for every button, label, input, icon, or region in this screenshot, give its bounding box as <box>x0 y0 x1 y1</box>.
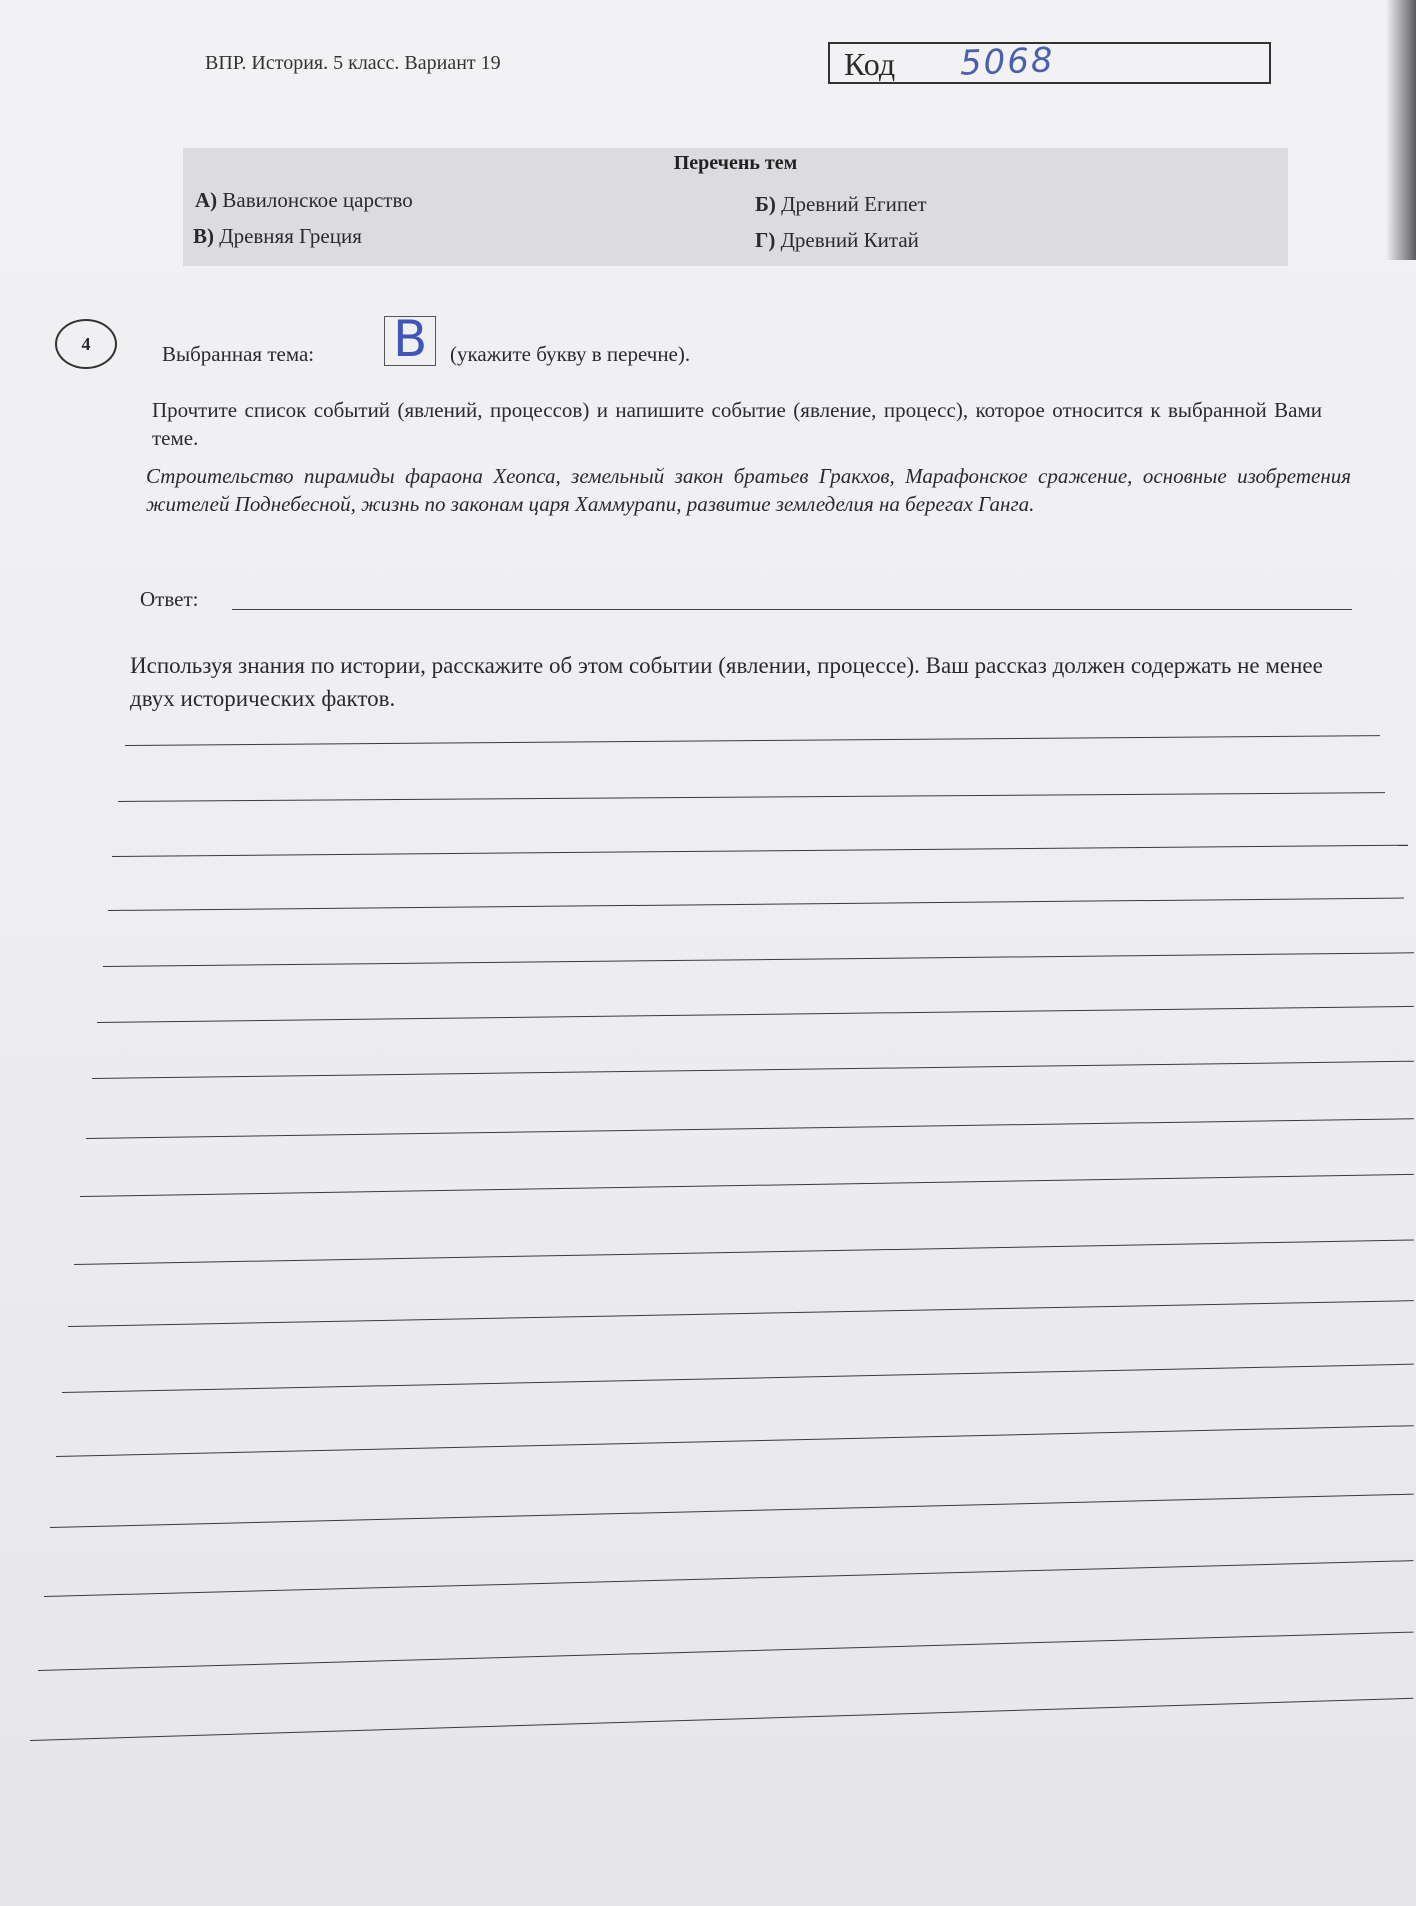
chosen-topic-handwritten: В <box>393 310 428 368</box>
writing-line[interactable] <box>108 898 1404 911</box>
writing-line[interactable] <box>125 735 1380 746</box>
code-value-handwritten: 5068 <box>959 40 1056 84</box>
answer-label: Ответ: <box>140 587 199 611</box>
chosen-topic-hint: (укажите букву в перечне). <box>450 342 691 366</box>
events-list: Строительство пирамиды фараона Хеопса, земельный закон братьев Гракхов, Марафонское сражение, основные изобретения жителей Поднебесной, жизнь по законам царя Хаммурапи, развитие земледелия на берегах Ганга. <box>146 464 1351 516</box>
writing-line[interactable] <box>30 1698 1413 1741</box>
writing-line[interactable] <box>74 1239 1414 1265</box>
answer-line[interactable] <box>232 609 1352 610</box>
topic-a <box>195 188 413 213</box>
topic-text: Древняя Греция <box>219 224 362 248</box>
task-number: 4 <box>55 319 117 369</box>
topic-text: Древний Египет <box>781 192 927 216</box>
topic-letter: Г) <box>755 228 776 252</box>
writing-line[interactable] <box>38 1632 1413 1671</box>
writing-line[interactable] <box>80 1174 1414 1197</box>
writing-line[interactable] <box>118 792 1385 802</box>
writing-line[interactable] <box>103 952 1414 967</box>
writing-line[interactable] <box>112 845 1408 857</box>
topic-letter: Б) <box>755 192 776 216</box>
topic-g <box>755 228 919 253</box>
exam-header: ВПР. История. 5 класс. Вариант 19 <box>205 52 501 74</box>
code-box[interactable] <box>828 42 1271 84</box>
writing-line[interactable] <box>50 1494 1414 1528</box>
writing-line[interactable] <box>86 1118 1414 1139</box>
writing-line[interactable] <box>97 1006 1414 1023</box>
topics-title: Перечень тем <box>673 152 798 174</box>
writing-line[interactable] <box>92 1061 1414 1079</box>
topic-letter: А) <box>195 188 218 212</box>
task-instruction: Прочтите список событий (явлений, процессов) и напишите событие (явление, процесс), которое относится к выбранной Вами теме. <box>152 398 1322 450</box>
topic-letter: В) <box>193 224 214 248</box>
code-label: Код <box>844 46 896 82</box>
writing-line[interactable] <box>68 1300 1414 1327</box>
story-prompt: Используя знания по истории, расскажите об этом событии (явлении, процессе). Ваш рассказ должен содержать не менее двух исторических фактов. <box>130 653 1323 711</box>
topic-v <box>193 224 362 249</box>
topic-text: Вавилонское царство <box>222 188 413 212</box>
chosen-topic-box[interactable] <box>384 310 436 368</box>
writing-line[interactable] <box>56 1425 1414 1457</box>
topic-b <box>755 192 927 217</box>
topics-list-panel <box>183 148 1288 266</box>
writing-line[interactable] <box>44 1560 1414 1597</box>
writing-line[interactable] <box>62 1364 1414 1393</box>
chosen-topic-label: Выбранная тема: <box>162 342 315 366</box>
page-edge-shadow <box>1386 0 1416 260</box>
topic-text: Древний Китай <box>780 228 919 252</box>
